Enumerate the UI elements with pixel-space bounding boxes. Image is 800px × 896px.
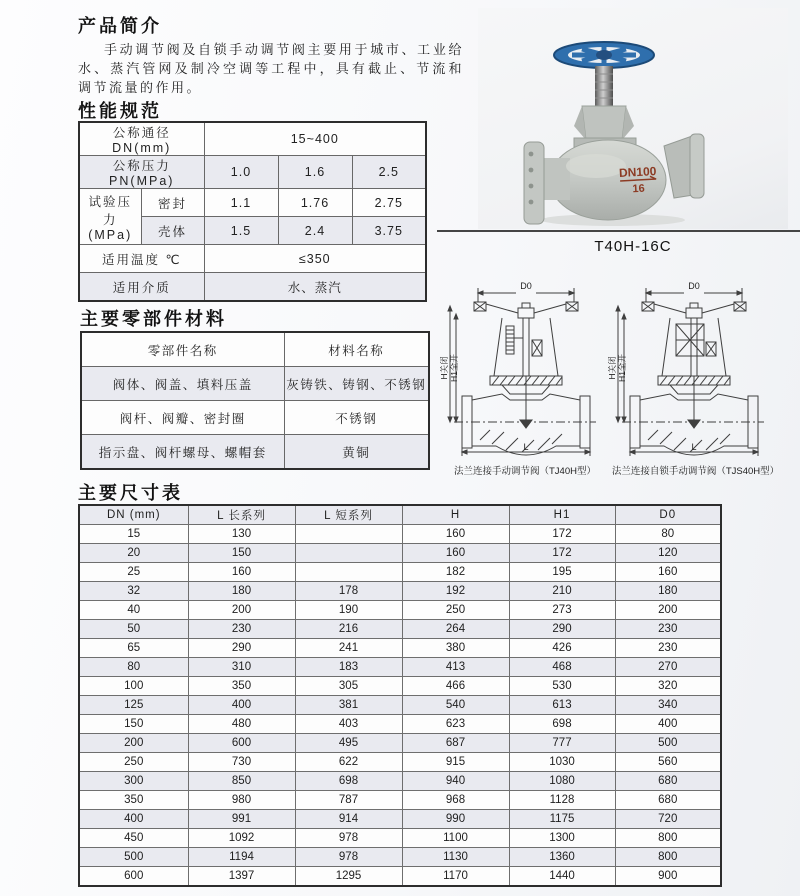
svg-text:H1全开: H1全开: [617, 354, 627, 382]
table-cell: 622: [295, 753, 402, 772]
table-cell: 不锈钢: [284, 401, 429, 435]
valve-photo-illustration: [478, 8, 788, 229]
svg-text:D0: D0: [688, 281, 700, 291]
spec-test-label-line2: (MPa): [88, 227, 133, 242]
table-cell: 381: [295, 696, 402, 715]
table-cell: 1440: [509, 867, 615, 887]
table-cell: 540: [402, 696, 509, 715]
spec-dn-label: 公称通径 DN(mm): [79, 122, 204, 156]
table-cell: 指示盘、阀杆螺母、螺帽套: [81, 435, 284, 470]
table-row: [79, 563, 721, 582]
spec-medium-value: 水、蒸汽: [204, 273, 426, 302]
table-cell: 290: [509, 620, 615, 639]
table-cell: 230: [615, 639, 721, 658]
table-cell: 468: [509, 658, 615, 677]
table-cell: 1175: [509, 810, 615, 829]
table-cell: 25: [79, 563, 188, 582]
table-cell: 403: [295, 715, 402, 734]
table-cell: 40: [79, 601, 188, 620]
spec-seal-value: 1.76: [278, 189, 352, 217]
table-cell: 1295: [295, 867, 402, 887]
table-cell: 500: [615, 734, 721, 753]
table-row: [79, 189, 426, 217]
table-cell: 680: [615, 772, 721, 791]
column-header: 材料名称: [284, 332, 429, 367]
table-cell: 687: [402, 734, 509, 753]
table-cell: 250: [402, 601, 509, 620]
table-cell: 350: [79, 791, 188, 810]
table-cell: 698: [509, 715, 615, 734]
table-cell: 182: [402, 563, 509, 582]
spec-test-label: [79, 189, 141, 245]
table-cell: 32: [79, 582, 188, 601]
table-cell: 1030: [509, 753, 615, 772]
table-cell: 1128: [509, 791, 615, 810]
table-row: [79, 122, 426, 156]
drawing-caption-selflock: 法兰连接自锁手动调节阀（TJS40H型）: [611, 466, 780, 477]
table-cell: 210: [509, 582, 615, 601]
table-cell: 1194: [188, 848, 295, 867]
valve-stem: [595, 66, 613, 110]
table-cell: 灰铸铁、铸钢、不锈钢: [284, 367, 429, 401]
column-header: 零部件名称: [81, 332, 284, 367]
table-cell: 1360: [509, 848, 615, 867]
table-cell: 1397: [188, 867, 295, 887]
spec-medium-label: 适用介质: [79, 273, 204, 302]
table-cell: 320: [615, 677, 721, 696]
table-row: [79, 734, 721, 753]
table-row: [79, 601, 721, 620]
drawing-manual-valve: [440, 280, 610, 477]
spec-pn-label: 公称压力 PN(MPa): [79, 156, 204, 189]
table-cell: 623: [402, 715, 509, 734]
spec-temp-value: ≤350: [204, 245, 426, 273]
table-cell: 270: [615, 658, 721, 677]
spec-seal-label: 密封: [141, 189, 204, 217]
table-cell: 160: [402, 544, 509, 563]
table-header-row: [81, 332, 429, 367]
spec-shell-value: 1.5: [204, 217, 278, 245]
table-cell: 600: [79, 867, 188, 887]
table-row: [79, 810, 721, 829]
svg-text:H关闭: H关闭: [608, 356, 617, 380]
table-cell: 80: [79, 658, 188, 677]
intro-title: 产品简介: [78, 16, 162, 36]
table-cell: 250: [79, 753, 188, 772]
table-cell: 180: [615, 582, 721, 601]
table-row: [79, 620, 721, 639]
model-label: T40H-16C: [594, 238, 672, 255]
dims-title: 主要尺寸表: [78, 483, 183, 503]
spec-dn-value: 15~400: [204, 122, 426, 156]
table-cell: 426: [509, 639, 615, 658]
table-cell: 850: [188, 772, 295, 791]
table-cell: 698: [295, 772, 402, 791]
table-cell: 613: [509, 696, 615, 715]
table-cell: 1170: [402, 867, 509, 887]
table-cell: 787: [295, 791, 402, 810]
table-cell: 172: [509, 525, 615, 544]
table-cell: 500: [79, 848, 188, 867]
table-cell: 991: [188, 810, 295, 829]
table-row: [79, 658, 721, 677]
column-header: D0: [615, 505, 721, 525]
table-cell: 195: [509, 563, 615, 582]
svg-text:D0: D0: [520, 281, 532, 291]
spec-shell-value: 3.75: [352, 217, 426, 245]
table-cell: 150: [188, 544, 295, 563]
table-cell: 273: [509, 601, 615, 620]
table-cell: 黄铜: [284, 435, 429, 470]
table-cell: 200: [79, 734, 188, 753]
table-cell: 290: [188, 639, 295, 658]
table-row: [81, 435, 429, 470]
table-row: [79, 677, 721, 696]
table-cell: 380: [402, 639, 509, 658]
spec-seal-value: 1.1: [204, 189, 278, 217]
spec-pn-value: 1.0: [204, 156, 278, 189]
table-cell: 230: [615, 620, 721, 639]
table-row: [79, 582, 721, 601]
svg-text:H关闭: H关闭: [440, 356, 449, 380]
valve-body: [524, 134, 704, 224]
dims-table: [78, 504, 722, 887]
table-cell: 350: [188, 677, 295, 696]
table-cell: 450: [79, 829, 188, 848]
table-cell: 413: [402, 658, 509, 677]
table-cell: 680: [615, 791, 721, 810]
column-header: DN (mm): [79, 505, 188, 525]
table-row: [79, 791, 721, 810]
table-cell: [295, 544, 402, 563]
table-cell: 978: [295, 848, 402, 867]
table-row: [79, 696, 721, 715]
table-cell: 730: [188, 753, 295, 772]
column-header: H1: [509, 505, 615, 525]
spec-title: 性能规范: [78, 101, 162, 121]
table-cell: [295, 563, 402, 582]
spec-table: [78, 121, 427, 302]
valve-photo: [478, 8, 788, 229]
table-cell: 180: [188, 582, 295, 601]
table-cell: 160: [402, 525, 509, 544]
intro-paragraph: 手动调节阀及自锁手动调节阀主要用于城市、工业给水、蒸汽管网及制冷空调等工程中，具有截止、节流和调节流量的作用。: [78, 42, 464, 95]
table-cell: 150: [79, 715, 188, 734]
table-row: [79, 245, 426, 273]
table-cell: 200: [615, 601, 721, 620]
table-row: [81, 401, 429, 435]
table-cell: 80: [615, 525, 721, 544]
table-cell: 310: [188, 658, 295, 677]
column-header: L 短系列: [295, 505, 402, 525]
table-cell: 495: [295, 734, 402, 753]
table-cell: 125: [79, 696, 188, 715]
spec-shell-value: 2.4: [278, 217, 352, 245]
table-cell: 50: [79, 620, 188, 639]
table-cell: 400: [188, 696, 295, 715]
manual-valve-drawing: [440, 280, 606, 458]
table-cell: 400: [79, 810, 188, 829]
table-row: [79, 848, 721, 867]
table-cell: 980: [188, 791, 295, 810]
table-cell: 192: [402, 582, 509, 601]
table-cell: 466: [402, 677, 509, 696]
table-row: [79, 829, 721, 848]
table-row: [79, 273, 426, 302]
table-cell: 阀杆、阀瓣、密封圈: [81, 401, 284, 435]
table-cell: 1080: [509, 772, 615, 791]
table-cell: 1100: [402, 829, 509, 848]
table-row: [79, 544, 721, 563]
materials-title: 主要零部件材料: [80, 309, 227, 329]
photo-divider-line: [437, 230, 800, 232]
table-cell: 530: [509, 677, 615, 696]
table-cell: 600: [188, 734, 295, 753]
table-row: [79, 525, 721, 544]
table-cell: 172: [509, 544, 615, 563]
table-cell: 400: [615, 715, 721, 734]
spec-test-label-line1: 试验压力: [88, 194, 132, 227]
materials-table: [80, 331, 430, 470]
table-row: [79, 639, 721, 658]
table-cell: 1130: [402, 848, 509, 867]
column-header: L 长系列: [188, 505, 295, 525]
table-cell: 1300: [509, 829, 615, 848]
table-cell: 305: [295, 677, 402, 696]
table-cell: 160: [188, 563, 295, 582]
spec-pn-value: 1.6: [278, 156, 352, 189]
table-cell: 900: [615, 867, 721, 887]
table-header-row: [79, 505, 721, 525]
table-cell: 914: [295, 810, 402, 829]
table-row: [79, 867, 721, 887]
svg-text:H1全开: H1全开: [449, 354, 459, 382]
table-cell: 800: [615, 829, 721, 848]
spec-pn-value: 2.5: [352, 156, 426, 189]
table-cell: 100: [79, 677, 188, 696]
table-row: [79, 772, 721, 791]
table-cell: 480: [188, 715, 295, 734]
table-cell: 915: [402, 753, 509, 772]
table-cell: 1092: [188, 829, 295, 848]
drawing-caption-manual: 法兰连接手动调节阀（TJ40H型）: [454, 466, 596, 477]
spec-seal-value: 2.75: [352, 189, 426, 217]
table-cell: 940: [402, 772, 509, 791]
table-row: [79, 753, 721, 772]
table-cell: 990: [402, 810, 509, 829]
table-cell: 300: [79, 772, 188, 791]
table-cell: 216: [295, 620, 402, 639]
table-cell: 340: [615, 696, 721, 715]
table-cell: 200: [188, 601, 295, 620]
svg-text:16: 16: [632, 182, 646, 196]
table-cell: 183: [295, 658, 402, 677]
table-cell: 160: [615, 563, 721, 582]
table-cell: 15: [79, 525, 188, 544]
table-cell: 264: [402, 620, 509, 639]
svg-text:L: L: [523, 442, 529, 452]
table-cell: 800: [615, 848, 721, 867]
table-row: [79, 156, 426, 189]
table-cell: 120: [615, 544, 721, 563]
column-header: H: [402, 505, 509, 525]
table-cell: 130: [188, 525, 295, 544]
spec-shell-label: 壳体: [141, 217, 204, 245]
drawing-selflock-valve: [608, 280, 783, 477]
svg-text:DN100: DN100: [618, 164, 657, 180]
spec-temp-label: 适用温度 ℃: [79, 245, 204, 273]
table-row: [81, 367, 429, 401]
table-cell: 65: [79, 639, 188, 658]
table-cell: 241: [295, 639, 402, 658]
selflock-valve-drawing: [608, 280, 774, 458]
handwheel-icon: [554, 42, 654, 68]
svg-text:L: L: [691, 442, 697, 452]
table-cell: 190: [295, 601, 402, 620]
table-cell: 777: [509, 734, 615, 753]
table-cell: 978: [295, 829, 402, 848]
table-row: [79, 715, 721, 734]
table-cell: 968: [402, 791, 509, 810]
table-cell: [295, 525, 402, 544]
table-cell: 720: [615, 810, 721, 829]
table-cell: 20: [79, 544, 188, 563]
table-cell: 560: [615, 753, 721, 772]
table-cell: 阀体、阀盖、填料压盖: [81, 367, 284, 401]
table-cell: 230: [188, 620, 295, 639]
table-cell: 178: [295, 582, 402, 601]
